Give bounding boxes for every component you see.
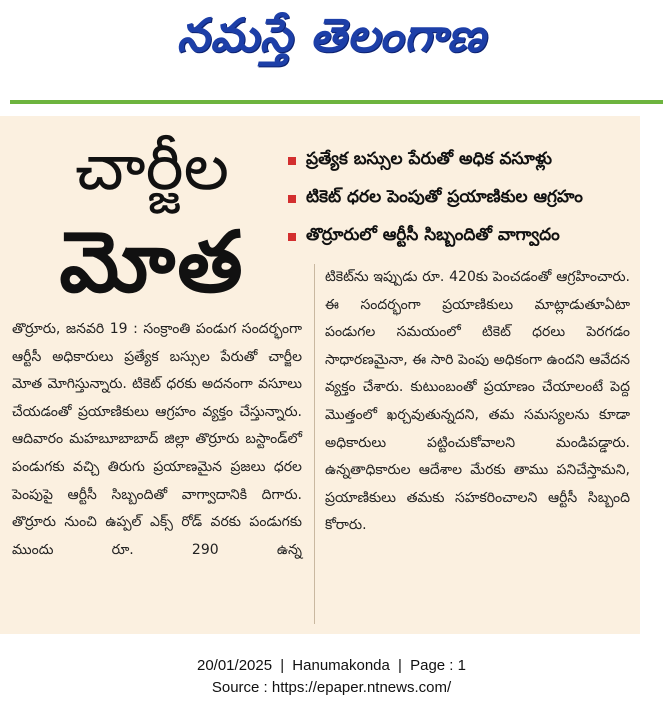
bullet-square-icon: [288, 157, 296, 165]
edition-name: Hanumakonda: [292, 657, 390, 674]
source-line: Source : https://epaper.ntnews.com/: [211, 679, 452, 696]
page-number: Page : 1: [410, 657, 466, 674]
news-clipping: [0, 116, 640, 634]
article-body-right-column: [325, 264, 630, 624]
publication-date: 20/01/2025: [196, 657, 273, 674]
article-body-left-column: తొర్రూరు, జనవరి 19 : సంక్రాంతి పండుగ సందర్భంగా ఆర్టీసీ అధికారులు ప్రత్యేక బస్సుల పేరుతో చార్జీల మోత మోగిస్తున్నారు. టికెట్ ధరకు అదనంగా వసూలు చేయడంతో ప్రయాణికులు ఆగ్రహం వ్యక్తం చేస్తున్నారు. ఆదివారం మహబూబాబాద్ జిల్లా తొర్రూరు బస్టాండ్‌లో పండుగకు వచ్చి తిరుగు ప్రయాణమైన ప్రజలు ధరల పెంపుపై ఆర్టీసీ సిబ్బందితో వాగ్వాదానికి దిగారు. తొర్రూరు నుంచి ఉప్పల్ ఎక్స్ రోడ్ వరకు పండుగకు ముందు రూ. 290 ఉన్న: [12, 321, 302, 558]
subheading-text: ప్రత్యేక బస్సుల పేరుతో అధిక వసూళ్లు: [306, 149, 552, 169]
footer: [0, 655, 663, 699]
masthead: [0, 0, 663, 82]
article-body-right-text: టికెట్‌ను ఇప్పుడు రూ. 420కు పెంచడంతో ఆగ్రహించారు. ఈ సందర్భంగా ప్రయాణికులు మాట్లాడుతూఏటా పండుగల సమయంలో టికెట్ ధరలు పెరగడం సాధారణమైనా, ఈ సారి పెంపు అధికంగా ఉందని ఆవేదన వ్యక్తం చేశారు. కుటుంబంతో ప్రయాణం చేయాలంటే పెద్ద మొత్తంలో ఖర్చవుతున్నదని, తమ సమస్యలను కూడా అధికారులు పట్టించుకోవాలని మండిపడ్డారు. ఉన్నతాధికారుల ఆదేశాల మేరకు తాము పనిచేస్తామని, ప్రయాణికులు తమకు సహకరించాలని ఆర్టీసీ సిబ్బంది కోరారు.: [325, 269, 630, 534]
bullet-square-icon: [288, 233, 296, 241]
column-divider: [314, 264, 315, 624]
publication-info: 20/01/2025 | Hanumakonda | Page : 1: [196, 657, 466, 674]
subheading-item: [288, 218, 633, 256]
subheading-item: [288, 180, 633, 218]
headline: [22, 124, 282, 312]
subheading-item: [288, 142, 633, 180]
header-divider: [10, 100, 663, 104]
headline-line-1: చార్జీల: [75, 131, 229, 205]
subheading-text: తొర్రూరులో ఆర్టీసీ సిబ్బందితో వాగ్వాదం: [306, 225, 560, 245]
subheading-list: [288, 142, 633, 256]
newspaper-logo: నమస్తే తెలంగాణ: [176, 8, 487, 62]
bullet-square-icon: [288, 195, 296, 203]
subheading-text: టికెట్ ధరల పెంపుతో ప్రయాణికుల ఆగ్రహం: [306, 187, 583, 207]
headline-line-2: మోత: [59, 213, 245, 311]
